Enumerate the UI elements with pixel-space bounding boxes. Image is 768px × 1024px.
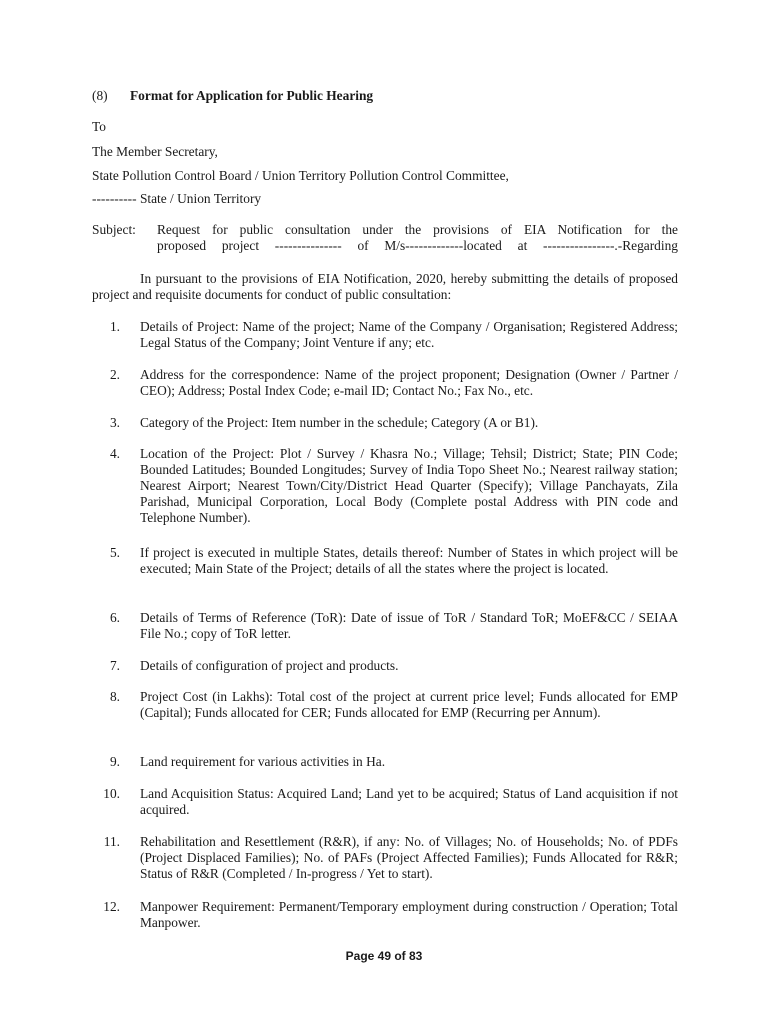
subject-block (92, 222, 678, 254)
subject-line-1: Request for public consultation under the provisions of EIA Notification for the (157, 222, 678, 237)
address-to: To (92, 119, 106, 134)
intro-paragraph: In pursuant to the provisions of EIA Notification, 2020, hereby submitting the details of proposed project and requisite documents for conduct of public consultation: (92, 271, 678, 302)
address-recipient: The Member Secretary, (92, 144, 218, 159)
address-state: ---------- State / Union Territory (92, 191, 262, 206)
subject-label: Subject: (92, 222, 136, 237)
list-item: 4. Location of the Project: Plot / Survey / Khasra No.; Village; Tehsil; District; State; PIN Code; Bounded Latitudes; Bounded Longitudes; Survey of India Topo Sheet No.; Nearest railway station; Nearest Airport; Nearest Town/City/District Head Quarter (Specify); Village Panchayats, Zila Parishad, Municipal Corporation, Local Body (Complete postal Address with PIN code and Telephone Number). (109, 446, 678, 525)
list-item: 11. Rehabilitation and Resettlement (R&R), if any: No. of Villages; No. of Households; No. of PDFs (Project Displaced Families); No. of PAFs (Project Affected Families); Funds Allocated for R&R; Status of R&R (Completed / In-progress / Yet to start). (103, 834, 678, 881)
list-item: 3. Category of the Project: Item number in the schedule; Category (A or B1). (109, 415, 539, 430)
list-item: 9. Land requirement for various activities in Ha. (109, 754, 386, 769)
list-item: 2. Address for the correspondence: Name of the project proponent; Designation (Owner / Partner / CEO); Address; Postal Index Code; e-mail ID; Contact No.; Fax No., etc. (109, 367, 678, 398)
list-item: 1. Details of Project: Name of the project; Name of the Company / Organisation; Registered Address; Legal Status of the Company; Joint Venture if any; etc. (109, 319, 678, 350)
address-organisation: State Pollution Control Board / Union Territory Pollution Control Committee, (92, 168, 509, 183)
list-item: 5. If project is executed in multiple States, details thereof: Number of States in which project will be executed; Main State of the Project; details of all the states where the project is located. (109, 545, 678, 576)
list-item: 10. Land Acquisition Status: Acquired Land; Land yet to be acquired; Status of Land acquisition if not acquired. (103, 786, 678, 817)
subject-line-2: proposed project --------------- of M/s-------------located at ----------------.-Regarding (157, 238, 678, 253)
page-number: Page 49 of 83 (345, 949, 423, 963)
section-number: (8) (92, 88, 108, 103)
section-title: Format for Application for Public Hearing (130, 88, 374, 103)
section-heading (92, 88, 692, 104)
list-item: 8. Project Cost (in Lakhs): Total cost of the project at current price level; Funds allocated for EMP (Capital); Funds allocated for CER; Funds allocated for EMP (Recurring per Annum). (109, 689, 678, 720)
list-item: 7. Details of configuration of project and products. (109, 658, 399, 673)
list-item: 6. Details of Terms of Reference (ToR): Date of issue of ToR / Standard ToR; MoEF&CC / SEIAA File No.; copy of ToR letter. (109, 610, 678, 641)
list-item: 12. Manpower Requirement: Permanent/Temporary employment during construction / Operation; Total Manpower. (103, 899, 678, 930)
